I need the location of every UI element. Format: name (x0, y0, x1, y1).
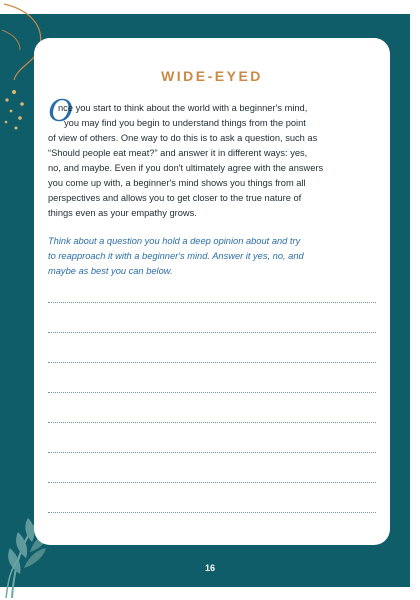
writing-line[interactable] (48, 302, 376, 303)
body-line: of view of others. One way to do this is to ask a question, such as (48, 133, 318, 143)
body-line: you come up with, a beginner's mind shows you things from all (48, 178, 306, 188)
writing-line[interactable] (48, 482, 376, 483)
writing-line[interactable] (48, 512, 376, 513)
page-title: WIDE-EYED (161, 68, 263, 84)
writing-line[interactable] (48, 422, 376, 423)
writing-line[interactable] (48, 332, 376, 333)
journal-prompt (48, 234, 378, 279)
writing-line[interactable] (48, 392, 376, 393)
body-line: you may find you begin to understand things from the point (64, 118, 306, 128)
drop-cap: O (48, 92, 73, 129)
body-paragraph (48, 101, 378, 221)
body-line: perspectives and allows you to get closer to the true nature of (48, 193, 302, 203)
prompt-line: maybe as best you can below. (48, 266, 173, 276)
prompt-line: Think about a question you hold a deep opinion about and try (48, 236, 301, 246)
body-line: things even as your empathy grows. (48, 208, 197, 218)
body-line: no, and maybe. Even if you don't ultimately agree with the answers (48, 163, 324, 173)
writing-line[interactable] (48, 362, 376, 363)
writing-line[interactable] (48, 452, 376, 453)
page-number: 16 (204, 563, 215, 573)
body-line: “Should people eat meat?” and answer it in different ways: yes, (48, 148, 308, 158)
body-line: nce you start to think about the world with a beginner's mind, (58, 103, 308, 113)
content-card (34, 38, 390, 545)
prompt-line: to reapproach it with a beginner's mind. Answer it yes, no, and (48, 251, 304, 261)
